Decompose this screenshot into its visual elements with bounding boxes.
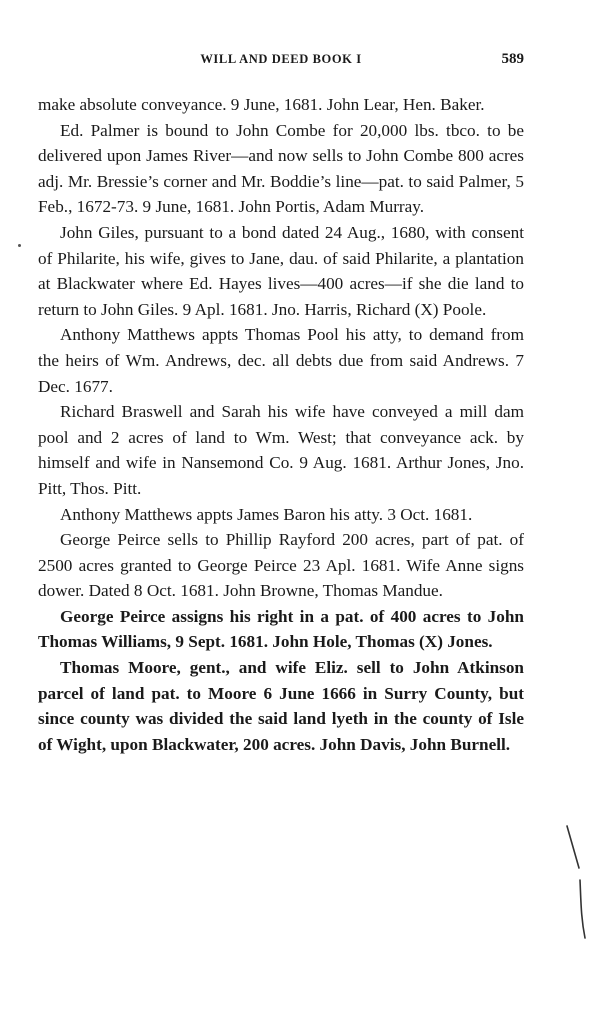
deed-entry: Thomas Moore, gent., and wife Eliz. sell to John Atkinson parcel of land pat. to Moore 6 June 1666 in Surry County, but since county was divided the said land lyeth in the county of Isle of Wight, upon Blackwater, 200 acres. John Davis, John Burnell. [38,658,524,754]
running-head: WILL AND DEED BOOK I [200,52,362,66]
deed-entry: George Peirce sells to Phillip Rayford 200 acres, part of pat. of 2500 acres granted to George Peirce 23 Apl. 1681. Wife Anne signs dower. Dated 8 Oct. 1681. John Browne, Thomas Mandue. [38,530,524,601]
deed-entry: Richard Braswell and Sarah his wife have conveyed a mill dam pool and 2 acres of land to Wm. West; that conveyance ack. by himself and wife in Nansemond Co. 9 Aug. 1681. Arthur Jones, Jno. Pitt, Thos. Pitt. [38,402,524,498]
deed-entry: Ed. Palmer is bound to John Combe for 20,000 lbs. tbco. to be delivered upon James River—and now sells to John Combe 800 acres adj. Mr. Bressie’s corner and Mr. Boddie’s line—pat. to said Palmer, 5 Feb., 1672-73. 9 June, 1681. John Portis, Adam Murray. [38,120,524,217]
margin-mark [18,244,21,247]
deed-entry: Anthony Matthews appts James Baron his atty. 3 Oct. 1681. [60,504,473,524]
page-number: 589 [501,51,524,67]
page-header [38,52,524,74]
deed-entry-continued: make absolute conveyance. 9 June, 1681. John Lear, Hen. Baker. [38,95,485,114]
deed-entry: John Giles, pursuant to a bond dated 24 Aug., 1680, with consent of Philarite, his wife, gives to Jane, dau. of said Philarite, a plantation at Blackwater where Ed. Hayes lives—400 acres—if she die land to return to John Giles. 9 Apl. 1681. Jno. Harris, Richard (X) Poole. [38,222,524,319]
deed-entry: Anthony Matthews appts Thomas Pool his atty, to demand from the heirs of Wm. Andrews, dec. all debts due from said Andrews. 7 Dec. 1677. [38,325,524,396]
margin-bracket-annotation [565,822,595,942]
page-body [38,92,524,757]
deed-entry: George Peirce assigns his right in a pat. of 400 acres to John Thomas Williams, 9 Sept. 1681. John Hole, Thomas (X) Jones. [38,606,524,652]
